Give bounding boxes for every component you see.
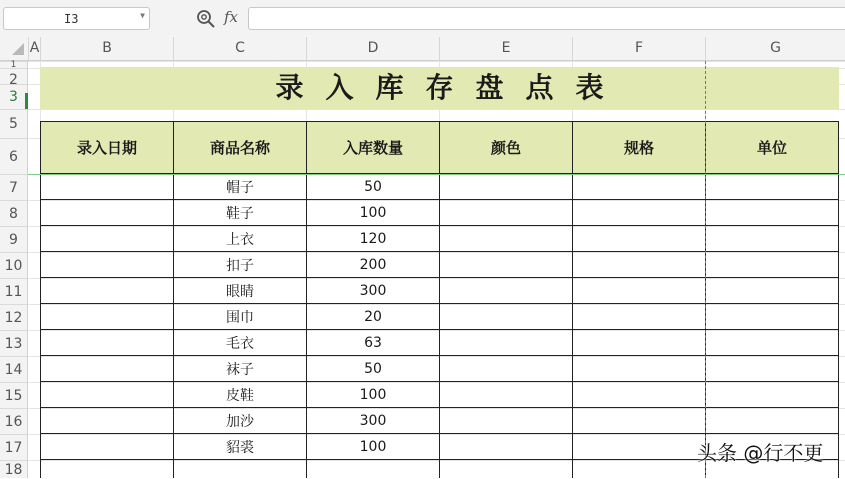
gridline bbox=[28, 109, 845, 110]
table-cell[interactable] bbox=[706, 304, 839, 330]
table-cell[interactable] bbox=[307, 460, 440, 479]
column-header-0[interactable]: A bbox=[28, 37, 40, 60]
column-header-3[interactable]: D bbox=[306, 37, 439, 60]
table-cell[interactable]: 120 bbox=[307, 226, 440, 252]
table-cell[interactable] bbox=[440, 252, 573, 278]
table-row bbox=[41, 252, 839, 278]
table-cell[interactable] bbox=[706, 356, 839, 382]
row-header-12[interactable]: 14 bbox=[0, 356, 27, 382]
table-cell[interactable] bbox=[706, 408, 839, 434]
table-cell[interactable]: 50 bbox=[307, 174, 440, 200]
row-header-2[interactable]: 3 bbox=[0, 84, 27, 109]
freeze-line bbox=[28, 174, 845, 175]
table-cell[interactable] bbox=[573, 278, 706, 304]
header-cell[interactable]: 颜色 bbox=[440, 122, 573, 174]
table-cell[interactable] bbox=[440, 434, 573, 460]
row-header-8[interactable]: 10 bbox=[0, 252, 27, 278]
row-header-5[interactable]: 7 bbox=[0, 174, 27, 200]
table-row bbox=[41, 278, 839, 304]
header-cell[interactable]: 入库数量 bbox=[307, 122, 440, 174]
table-cell[interactable] bbox=[573, 356, 706, 382]
column-header-1[interactable]: B bbox=[40, 37, 173, 60]
table-row bbox=[41, 408, 839, 434]
table-cell[interactable] bbox=[440, 226, 573, 252]
cell-grid[interactable] bbox=[28, 61, 845, 478]
row-header-9[interactable]: 11 bbox=[0, 278, 27, 304]
header-row bbox=[41, 122, 839, 174]
table-row bbox=[41, 174, 839, 200]
table-cell[interactable]: 鞋子 bbox=[174, 200, 307, 226]
table-cell[interactable] bbox=[706, 200, 839, 226]
table-cell[interactable]: 眼睛 bbox=[174, 278, 307, 304]
formula-input[interactable] bbox=[248, 7, 845, 30]
table-cell[interactable] bbox=[41, 382, 174, 408]
fx-icon[interactable]: fx bbox=[224, 8, 239, 26]
table-cell[interactable]: 围巾 bbox=[174, 304, 307, 330]
table-cell[interactable] bbox=[573, 304, 706, 330]
table-cell[interactable] bbox=[573, 200, 706, 226]
table-cell[interactable] bbox=[440, 356, 573, 382]
table-cell[interactable] bbox=[573, 252, 706, 278]
table-cell[interactable]: 皮鞋 bbox=[174, 382, 307, 408]
table-cell[interactable] bbox=[41, 226, 174, 252]
table-cell[interactable] bbox=[706, 226, 839, 252]
table-cell[interactable] bbox=[573, 434, 706, 460]
table-cell[interactable] bbox=[440, 408, 573, 434]
table-row bbox=[41, 356, 839, 382]
table-cell[interactable] bbox=[706, 382, 839, 408]
table-cell[interactable] bbox=[440, 382, 573, 408]
header-cell[interactable]: 录入日期 bbox=[41, 122, 174, 174]
watermark: 头条 @行不更 bbox=[697, 441, 824, 465]
table-cell[interactable]: 上衣 bbox=[174, 226, 307, 252]
table-cell[interactable] bbox=[706, 330, 839, 356]
table-cell[interactable]: 貂裘 bbox=[174, 434, 307, 460]
row-header-10[interactable]: 12 bbox=[0, 304, 27, 330]
table-cell[interactable]: 20 bbox=[307, 304, 440, 330]
table-cell[interactable]: 100 bbox=[307, 200, 440, 226]
name-box[interactable] bbox=[3, 7, 150, 30]
zoom-icon[interactable] bbox=[196, 9, 216, 29]
row-header-11[interactable]: 13 bbox=[0, 330, 27, 356]
table-cell[interactable] bbox=[41, 200, 174, 226]
gridline bbox=[28, 61, 845, 62]
table-cell[interactable] bbox=[41, 460, 174, 479]
table-cell[interactable] bbox=[573, 408, 706, 434]
table-cell[interactable] bbox=[573, 174, 706, 200]
row-header-0[interactable]: 1 bbox=[0, 61, 27, 68]
table-cell[interactable] bbox=[440, 174, 573, 200]
table-cell[interactable] bbox=[440, 278, 573, 304]
row-header-14[interactable]: 16 bbox=[0, 408, 27, 434]
header-cell[interactable]: 规格 bbox=[573, 122, 706, 174]
table-row bbox=[41, 200, 839, 226]
table-cell[interactable] bbox=[41, 252, 174, 278]
row-header-6[interactable]: 8 bbox=[0, 200, 27, 226]
table-cell[interactable] bbox=[41, 434, 174, 460]
select-all-icon bbox=[12, 43, 24, 55]
table-cell[interactable]: 300 bbox=[307, 278, 440, 304]
header-cell[interactable]: 单位 bbox=[706, 122, 839, 174]
table-cell[interactable]: 50 bbox=[307, 356, 440, 382]
row-header-16[interactable]: 18 bbox=[0, 460, 27, 478]
sheet-title: 录入库存盘点表 bbox=[275, 71, 626, 104]
column-header-4[interactable]: E bbox=[439, 37, 572, 60]
table-cell[interactable]: 300 bbox=[307, 408, 440, 434]
row-header-1[interactable]: 2 bbox=[0, 68, 27, 91]
table-cell[interactable] bbox=[706, 252, 839, 278]
table-cell[interactable] bbox=[41, 356, 174, 382]
table-cell[interactable]: 袜子 bbox=[174, 356, 307, 382]
table-cell[interactable] bbox=[41, 408, 174, 434]
table-cell[interactable] bbox=[706, 174, 839, 200]
table-row bbox=[41, 382, 839, 408]
table-cell[interactable]: 扣子 bbox=[174, 252, 307, 278]
table-cell[interactable] bbox=[440, 330, 573, 356]
table-row bbox=[41, 226, 839, 252]
name-box-value: I3 bbox=[64, 12, 79, 26]
table-cell[interactable] bbox=[573, 460, 706, 479]
table-cell[interactable]: 100 bbox=[307, 382, 440, 408]
table-cell[interactable]: 200 bbox=[307, 252, 440, 278]
table-cell[interactable] bbox=[41, 174, 174, 200]
table-cell[interactable] bbox=[573, 226, 706, 252]
row-header-15[interactable]: 17 bbox=[0, 434, 27, 460]
table-cell[interactable] bbox=[440, 200, 573, 226]
table-cell[interactable]: 加沙 bbox=[174, 408, 307, 434]
row-header-13[interactable]: 15 bbox=[0, 382, 27, 408]
table-cell[interactable]: 100 bbox=[307, 434, 440, 460]
table-cell[interactable] bbox=[440, 460, 573, 479]
column-header-6[interactable]: G bbox=[705, 37, 845, 60]
row-header-3[interactable]: 5 bbox=[0, 109, 27, 138]
table-cell[interactable] bbox=[41, 330, 174, 356]
table-row bbox=[41, 330, 839, 356]
table-cell[interactable]: 帽子 bbox=[174, 174, 307, 200]
table-cell[interactable] bbox=[41, 278, 174, 304]
table-cell[interactable] bbox=[573, 382, 706, 408]
header-cell[interactable]: 商品名称 bbox=[174, 122, 307, 174]
row-header-bar bbox=[0, 61, 28, 478]
table-cell[interactable]: 63 bbox=[307, 330, 440, 356]
row-header-4[interactable]: 6 bbox=[0, 138, 27, 174]
table-row bbox=[41, 304, 839, 330]
table-cell[interactable] bbox=[41, 304, 174, 330]
column-header-5[interactable]: F bbox=[572, 37, 705, 60]
row-header-7[interactable]: 9 bbox=[0, 226, 27, 252]
column-header-2[interactable]: C bbox=[173, 37, 306, 60]
chevron-down-icon[interactable]: ▼ bbox=[140, 11, 145, 20]
table-cell[interactable] bbox=[440, 304, 573, 330]
table-cell[interactable] bbox=[573, 330, 706, 356]
page-break-line bbox=[705, 61, 706, 478]
table-cell[interactable]: 毛衣 bbox=[174, 330, 307, 356]
table-cell[interactable] bbox=[706, 278, 839, 304]
table-cell[interactable] bbox=[174, 460, 307, 479]
column-header-bar bbox=[0, 37, 845, 61]
select-all-corner[interactable] bbox=[0, 37, 28, 60]
formula-bar bbox=[0, 0, 845, 37]
